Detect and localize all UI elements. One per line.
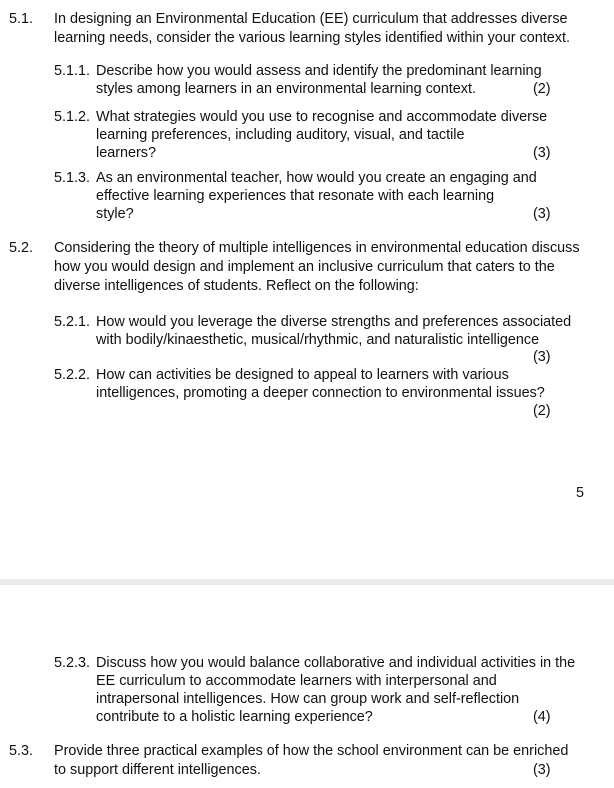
q5-1-3-marks: (3) bbox=[533, 206, 551, 222]
q5-1-number: 5.1. bbox=[9, 11, 34, 27]
q5-2-text-line-3: diverse intelligences of students. Reflect on the following: bbox=[54, 278, 419, 294]
q5-1-1-marks: (2) bbox=[533, 81, 551, 97]
q5-2-2-text-line-1: How can activities be designed to appeal to learners with various bbox=[96, 367, 509, 383]
q5-2-2-text-line-2: intelligences, promoting a deeper connection to environmental issues? bbox=[96, 385, 545, 401]
q5-1-2-text-line-3: learners? bbox=[96, 145, 156, 161]
q5-2-3-text-line-3: intrapersonal intelligences. How can group work and self-reflection bbox=[96, 691, 520, 707]
q5-2-text-line-1: Considering the theory of multiple intelligences in environmental education discuss bbox=[54, 240, 580, 256]
q5-2-1-number: 5.2.1. bbox=[54, 314, 91, 330]
q5-3-text-line-1: Provide three practical examples of how the school environment can be enriched bbox=[54, 743, 569, 759]
q5-1-2-number: 5.1.2. bbox=[54, 109, 91, 125]
q5-3-marks: (3) bbox=[533, 762, 551, 778]
q5-2-3-number: 5.2.3. bbox=[54, 655, 91, 671]
q5-1-text-line-2: learning needs, consider the various learning styles identified within your context. bbox=[54, 30, 570, 46]
q5-1-2-text-line-2: learning preferences, including auditory, visual, and tactile bbox=[96, 127, 465, 143]
q5-1-text-line-1: In designing an Environmental Education (EE) curriculum that addresses diverse bbox=[54, 11, 568, 27]
q5-1-2-text-line-1: What strategies would you use to recognise and accommodate diverse bbox=[96, 109, 548, 125]
q5-1-3-text-line-2: effective learning experiences that resonate with each learning bbox=[96, 188, 495, 204]
q5-2-1-marks: (3) bbox=[533, 349, 551, 365]
q5-1-1-text-line-1: Describe how you would assess and identify the predominant learning bbox=[96, 63, 542, 79]
q5-2-number: 5.2. bbox=[9, 240, 34, 256]
q5-2-1-text-line-2: with bodily/kinaesthetic, musical/rhythmic, and naturalistic intelligence bbox=[96, 332, 540, 348]
page-break-divider bbox=[0, 579, 614, 585]
q5-2-3-text-line-4: contribute to a holistic learning experience? bbox=[96, 709, 373, 725]
q5-2-3-marks: (4) bbox=[533, 709, 551, 725]
q5-2-text-line-2: how you would design and implement an inclusive curriculum that caters to the bbox=[54, 259, 555, 275]
q5-2-2-number: 5.2.2. bbox=[54, 367, 91, 383]
q5-1-3-number: 5.1.3. bbox=[54, 170, 91, 186]
page-number: 5 bbox=[576, 485, 585, 501]
q5-2-2-marks: (2) bbox=[533, 403, 551, 419]
q5-3-text-line-2: to support different intelligences. bbox=[54, 762, 261, 778]
q5-1-2-marks: (3) bbox=[533, 145, 551, 161]
q5-3-number: 5.3. bbox=[9, 743, 34, 759]
q5-1-1-number: 5.1.1. bbox=[54, 63, 91, 79]
q5-2-3-text-line-1: Discuss how you would balance collaborative and individual activities in the bbox=[96, 655, 576, 671]
q5-1-3-text-line-1: As an environmental teacher, how would you create an engaging and bbox=[96, 170, 537, 186]
q5-2-1-text-line-1: How would you leverage the diverse strengths and preferences associated bbox=[96, 314, 572, 330]
q5-1-1-text-line-2: styles among learners in an environmental learning context. bbox=[96, 81, 476, 97]
q5-2-3-text-line-2: EE curriculum to accommodate learners with interpersonal and bbox=[96, 673, 497, 689]
q5-1-3-text-line-3: style? bbox=[96, 206, 134, 222]
